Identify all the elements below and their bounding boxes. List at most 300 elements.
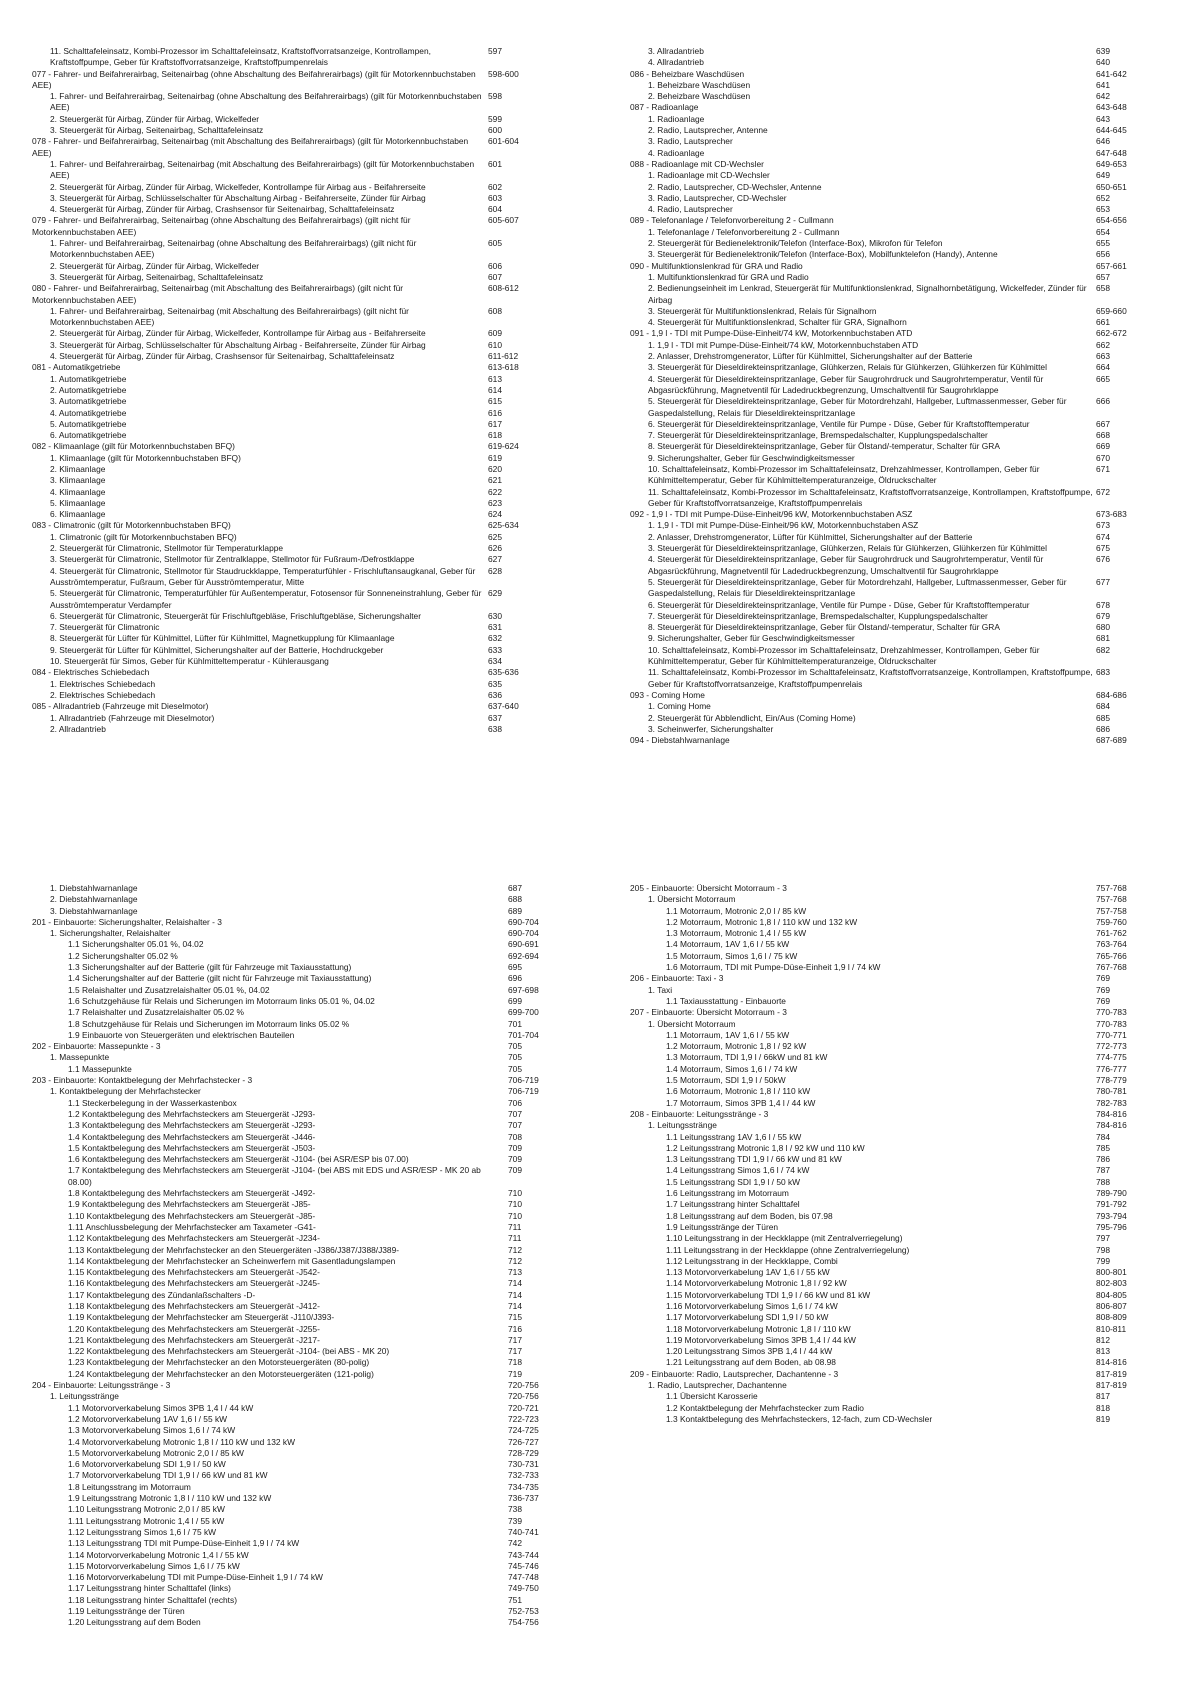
- toc-entry[interactable]: [32, 951, 562, 962]
- toc-section-entry[interactable]: [630, 735, 1150, 746]
- toc-entry-title: 2. Automatikgetriebe: [50, 384, 127, 395]
- toc-entry[interactable]: [32, 1425, 562, 1436]
- toc-entry[interactable]: [32, 182, 542, 193]
- toc-entry[interactable]: [630, 374, 1150, 397]
- toc-entry[interactable]: [630, 1143, 1150, 1154]
- toc-entry[interactable]: [630, 611, 1150, 622]
- toc-entry[interactable]: [32, 724, 542, 735]
- toc-entry-page: 709: [508, 1165, 522, 1176]
- toc-entry-title: 1. Allradantrieb (Fahrzeuge mit Dieselmotor): [50, 712, 215, 723]
- toc-entry[interactable]: [630, 1391, 1150, 1402]
- toc-entry[interactable]: [630, 1414, 1150, 1425]
- toc-entry[interactable]: [630, 906, 1150, 917]
- toc-entry-title: 2. Elektrisches Schiebedach: [50, 689, 156, 700]
- toc-section-entry[interactable]: [32, 917, 562, 928]
- toc-entry-page: 707: [508, 1120, 522, 1131]
- toc-entry[interactable]: [630, 148, 1150, 159]
- toc-entry[interactable]: [32, 1414, 562, 1425]
- toc-entry[interactable]: [32, 1256, 562, 1267]
- toc-entry-title: 4. Steuergerät für Dieseldirekteinspritzanlage, Geber für Saugrohrdruck und Saugrohrtemperatur, Ventil für Abgasrückführung, Magnetventil für Ladedruckbegrenzung, Umschaltventil für Saugrohrklappe: [648, 373, 1044, 395]
- toc-entry-title: 3. Allradantrieb: [648, 46, 704, 56]
- toc-entry[interactable]: [630, 1098, 1150, 1109]
- toc-entry[interactable]: [32, 1120, 562, 1131]
- toc-entry[interactable]: [32, 690, 542, 701]
- toc-entry[interactable]: [32, 475, 542, 486]
- toc-entry[interactable]: [32, 962, 562, 973]
- toc-entry[interactable]: [630, 430, 1150, 441]
- toc-entry[interactable]: [630, 532, 1150, 543]
- toc-entry[interactable]: [32, 306, 542, 329]
- toc-entry[interactable]: [630, 1256, 1150, 1267]
- toc-entry-title: 1.1 Massepunkte: [68, 1063, 132, 1074]
- toc-entry-page: 635-636: [488, 667, 519, 678]
- toc-entry-title: 5. Klimaanlage: [50, 497, 106, 508]
- toc-entry[interactable]: [32, 656, 542, 667]
- toc-entry-page: 770-771: [1096, 1029, 1127, 1040]
- toc-entry[interactable]: [32, 46, 542, 69]
- toc-section-entry[interactable]: [32, 1380, 562, 1391]
- toc-entry-title: 092 - 1,9 l - TDI mit Pumpe-Düse-Einheit/96 kW, Motorkennbuchstaben ASZ: [630, 509, 913, 520]
- toc-entry-title: 2. Steuergerät für Airbag, Zünder für Airbag, Wickelfeder: [50, 260, 260, 271]
- toc-entry[interactable]: [32, 1357, 562, 1368]
- toc-entry[interactable]: [630, 554, 1150, 577]
- toc-entry[interactable]: [630, 1346, 1150, 1357]
- toc-entry-title: 11. Schalttafeleinsatz, Kombi-Prozessor im Schalttafeleinsatz, Kraftstoffvorratsanzeige, Kontrollampen, Kraftstoffpumpe, Geber für Kraftstoffvorratsanzeige, Kraftstoffpumpenrelais: [648, 486, 1093, 508]
- toc-entry-page: 697-698: [508, 984, 539, 995]
- toc-entry[interactable]: [630, 283, 1150, 306]
- toc-entry[interactable]: [32, 509, 542, 520]
- toc-entry[interactable]: [32, 554, 542, 565]
- toc-section-entry[interactable]: [630, 215, 1150, 226]
- toc-entry[interactable]: [32, 430, 542, 441]
- toc-entry-page: 763-764: [1096, 939, 1127, 950]
- toc-entry[interactable]: [630, 125, 1150, 136]
- toc-section-entry[interactable]: [630, 69, 1150, 80]
- toc-entry-title: 2. Klimaanlage: [50, 463, 106, 474]
- toc-entry[interactable]: [630, 227, 1150, 238]
- toc-entry[interactable]: [32, 1550, 562, 1561]
- toc-entry-page: 817-819: [1096, 1368, 1127, 1379]
- toc-section-entry[interactable]: [32, 69, 542, 92]
- toc-entry-title: 1.5 Motorraum, SDI 1,9 l / 50kW: [666, 1075, 786, 1086]
- toc-entry[interactable]: [630, 713, 1150, 724]
- toc-entry-page: 812: [1096, 1334, 1110, 1345]
- toc-entry[interactable]: [630, 340, 1150, 351]
- toc-entry[interactable]: [630, 1335, 1150, 1346]
- toc-entry[interactable]: [630, 1075, 1150, 1086]
- toc-entry[interactable]: [32, 1346, 562, 1357]
- toc-section-entry[interactable]: [630, 1007, 1150, 1018]
- toc-entry[interactable]: [630, 1188, 1150, 1199]
- toc-entry[interactable]: [630, 600, 1150, 611]
- toc-entry[interactable]: [630, 46, 1150, 57]
- toc-entry-title: 1. Beheizbare Waschdüsen: [648, 79, 751, 90]
- toc-entry[interactable]: [32, 1154, 562, 1165]
- toc-entry-title: 1.5 Relaishalter und Zusatzrelaishalter 05.01 %, 04.02: [68, 984, 270, 995]
- toc-entry[interactable]: [630, 1403, 1150, 1414]
- toc-entry[interactable]: [630, 1154, 1150, 1165]
- toc-entry-title: 1.2 Motorraum, Motronic 1,8 l / 110 kW und 132 kW: [666, 916, 858, 927]
- toc-entry[interactable]: [630, 928, 1150, 939]
- toc-section-entry[interactable]: [32, 701, 542, 712]
- toc-entry[interactable]: [630, 453, 1150, 464]
- toc-entry[interactable]: [32, 906, 562, 917]
- toc-entry-title: 1. Übersicht Motorraum: [648, 894, 736, 905]
- toc-entry[interactable]: [32, 351, 542, 362]
- toc-entry[interactable]: [32, 193, 542, 204]
- toc-entry-title: 1.11 Anschlussbelegung der Mehrfachstecker am Taxameter -G41-: [68, 1221, 316, 1232]
- toc-entry[interactable]: [630, 419, 1150, 430]
- toc-entry-title: 6. Steuergerät für Climatronic, Steuergerät für Frischluftgebläse, Frischluftgebläse, Sicherungshalter: [50, 610, 422, 621]
- toc-entry[interactable]: [32, 543, 542, 554]
- toc-entry[interactable]: [32, 1290, 562, 1301]
- toc-entry[interactable]: [32, 419, 542, 430]
- toc-entry[interactable]: [630, 996, 1150, 1007]
- toc-section-entry[interactable]: [630, 261, 1150, 272]
- toc-entry[interactable]: [32, 125, 542, 136]
- toc-entry-page: 677: [1096, 576, 1110, 587]
- toc-section-entry[interactable]: [32, 362, 542, 373]
- toc-entry[interactable]: [32, 611, 542, 622]
- toc-entry[interactable]: [32, 1064, 562, 1075]
- toc-entry-page: 778-779: [1096, 1075, 1127, 1086]
- toc-entry[interactable]: [630, 182, 1150, 193]
- toc-entry-page: 776-777: [1096, 1063, 1127, 1074]
- toc-section-entry[interactable]: [32, 520, 542, 531]
- toc-entry[interactable]: [32, 498, 542, 509]
- toc-entry-page: 639: [1096, 46, 1110, 56]
- toc-entry-title: 1.6 Motorraum, Motronic 1,8 l / 110 kW: [666, 1086, 811, 1097]
- toc-entry-title: 1.5 Leitungsstrang SDI 1,9 l / 50 kW: [666, 1176, 801, 1187]
- toc-entry[interactable]: [32, 883, 562, 894]
- toc-section-entry[interactable]: [630, 690, 1150, 701]
- toc-entry[interactable]: [630, 645, 1150, 668]
- toc-entry-page: 742: [508, 1538, 522, 1549]
- toc-entry[interactable]: [32, 566, 542, 589]
- toc-entry[interactable]: [630, 306, 1150, 317]
- toc-entry-title: 3. Automatikgetriebe: [50, 396, 127, 407]
- toc-entry[interactable]: [32, 1324, 562, 1335]
- toc-entry[interactable]: [32, 1188, 562, 1199]
- toc-entry[interactable]: [32, 985, 562, 996]
- toc-entry-page: 674: [1096, 531, 1110, 542]
- toc-entry-page: 686: [1096, 723, 1110, 734]
- toc-entry[interactable]: [630, 1267, 1150, 1278]
- toc-entry[interactable]: [32, 487, 542, 498]
- toc-entry-title: 1.10 Kontaktbelegung des Mehrfachsteckers am Steuergerät -J85-: [68, 1210, 316, 1221]
- toc-entry[interactable]: [32, 894, 562, 905]
- toc-entry[interactable]: [630, 701, 1150, 712]
- toc-entry[interactable]: [630, 1165, 1150, 1176]
- toc-entry[interactable]: [630, 1278, 1150, 1289]
- toc-entry[interactable]: [630, 543, 1150, 554]
- toc-entry[interactable]: [32, 340, 542, 351]
- toc-entry[interactable]: [32, 1403, 562, 1414]
- toc-entry[interactable]: [630, 1380, 1150, 1391]
- toc-section-entry[interactable]: [630, 102, 1150, 113]
- toc-entry[interactable]: [630, 80, 1150, 91]
- toc-entry-title: 2. Steuergerät für Airbag, Zünder für Airbag, Wickelfeder, Kontrollampe für Airbag aus - Beifahrerseite: [50, 328, 426, 339]
- toc-entry[interactable]: [32, 1470, 562, 1481]
- toc-entry[interactable]: [630, 396, 1150, 419]
- toc-entry-title: 3. Steuergerät für Airbag, Schlüsselschalter für Abschaltung Airbag - Beifahrerseite, Zünder für Airbag: [50, 339, 426, 350]
- toc-entry[interactable]: [630, 1132, 1150, 1143]
- toc-entry[interactable]: [630, 1120, 1150, 1131]
- toc-entry[interactable]: [32, 973, 562, 984]
- toc-entry[interactable]: [630, 1290, 1150, 1301]
- toc-entry[interactable]: [630, 1064, 1150, 1075]
- toc-entry-title: 1.1 Leitungsstrang 1AV 1,6 l / 55 kW: [666, 1131, 802, 1142]
- toc-entry-page: 655: [1096, 238, 1110, 249]
- toc-entry-page: 647-648: [1096, 147, 1127, 158]
- toc-section-entry[interactable]: [630, 159, 1150, 170]
- toc-entry-page: 699-700: [508, 1007, 539, 1018]
- toc-entry[interactable]: [32, 114, 542, 125]
- toc-entry[interactable]: [630, 204, 1150, 215]
- toc-entry[interactable]: [630, 667, 1150, 690]
- toc-entry[interactable]: [32, 1595, 562, 1606]
- toc-entry[interactable]: [32, 1391, 562, 1402]
- toc-entry-title: 086 - Beheizbare Waschdüsen: [630, 68, 745, 79]
- toc-entry[interactable]: [630, 951, 1150, 962]
- toc-entry[interactable]: [630, 317, 1150, 328]
- toc-section-entry[interactable]: [32, 667, 542, 678]
- toc-entry[interactable]: [630, 1052, 1150, 1063]
- toc-entry-page: 726-727: [508, 1436, 539, 1447]
- toc-entry[interactable]: [32, 1459, 562, 1470]
- toc-entry[interactable]: [630, 520, 1150, 531]
- toc-entry[interactable]: [32, 1561, 562, 1572]
- toc-entry[interactable]: [32, 1199, 562, 1210]
- toc-entry-page: 772-773: [1096, 1041, 1127, 1052]
- toc-entry[interactable]: [630, 170, 1150, 181]
- toc-entry[interactable]: [630, 193, 1150, 204]
- toc-entry[interactable]: [630, 985, 1150, 996]
- toc-entry-title: 1.1 Taxiausstattung - Einbauorte: [666, 995, 786, 1006]
- toc-entry[interactable]: [32, 1245, 562, 1256]
- toc-entry[interactable]: [630, 1177, 1150, 1188]
- toc-entry[interactable]: [32, 1222, 562, 1233]
- toc-entry[interactable]: [630, 917, 1150, 928]
- toc-entry-title: 7. Steuergerät für Climatronic: [50, 622, 160, 633]
- toc-entry[interactable]: [32, 532, 542, 543]
- toc-entry[interactable]: [32, 1233, 562, 1244]
- toc-entry[interactable]: [32, 1516, 562, 1527]
- toc-section-entry[interactable]: [32, 441, 542, 452]
- toc-entry[interactable]: [32, 996, 562, 1007]
- toc-entry-title: 1.15 Motorvorverkabelung TDI 1,9 l / 66 kW und 81 kW: [666, 1289, 871, 1300]
- toc-entry[interactable]: [32, 1369, 562, 1380]
- toc-entry[interactable]: [32, 1109, 562, 1120]
- toc-entry-title: 5. Steuergerät für Climatronic, Temperaturfühler für Außentemperatur, Fotosensor für Sonneneinstrahlung, Geber für Ausströmtemperatur Verdampfer: [50, 588, 482, 610]
- toc-entry-title: 1.9 Kontaktbelegung des Mehrfachsteckers am Steuergerät -J85-: [68, 1199, 311, 1210]
- toc-entry-page: 730-731: [508, 1459, 539, 1470]
- toc-entry-title: 4. Steuergerät für Airbag, Zünder für Airbag, Crashsensor für Seitenairbag, Schalttafeleinsatz: [50, 351, 395, 362]
- toc-entry[interactable]: [630, 487, 1150, 510]
- toc-entry-title: 2. Steuergerät für Airbag, Zünder für Airbag, Wickelfeder, Kontrollampe für Airbag aus - Beifahrerseite: [50, 181, 426, 192]
- toc-entry[interactable]: [32, 679, 542, 690]
- toc-entry[interactable]: [630, 894, 1150, 905]
- toc-entry[interactable]: [32, 1098, 562, 1109]
- toc-entry[interactable]: [32, 204, 542, 215]
- toc-section-entry[interactable]: [630, 1369, 1150, 1380]
- toc-section-entry[interactable]: [630, 509, 1150, 520]
- toc-entry[interactable]: [630, 114, 1150, 125]
- toc-entry[interactable]: [32, 1086, 562, 1097]
- toc-entry-title: 1. 1,9 l - TDI mit Pumpe-Düse-Einheit/74 kW, Motorkennbuchstaben ATD: [648, 339, 919, 350]
- toc-entry[interactable]: [630, 1030, 1150, 1041]
- toc-entry-page: 699: [508, 995, 522, 1006]
- toc-entry-title: 1.3 Sicherungshalter auf der Batterie (gilt für Fahrzeuge mit Taxiausstattung): [68, 962, 352, 973]
- toc-entry[interactable]: [630, 1324, 1150, 1335]
- toc-entry[interactable]: [32, 374, 542, 385]
- toc-entry-page: 749-750: [508, 1583, 539, 1594]
- toc-entry[interactable]: [32, 633, 542, 644]
- toc-entry[interactable]: [32, 464, 542, 475]
- toc-entry[interactable]: [32, 1335, 562, 1346]
- toc-entry[interactable]: [32, 645, 542, 656]
- toc-entry[interactable]: [32, 1583, 562, 1594]
- toc-entry[interactable]: [32, 1448, 562, 1459]
- toc-entry[interactable]: [32, 1267, 562, 1278]
- toc-entry[interactable]: [32, 91, 542, 114]
- toc-entry-title: 1.1 Motorvorverkabelung Simos 3PB 1,4 l / 44 kW: [68, 1402, 254, 1413]
- toc-entry[interactable]: [32, 159, 542, 182]
- toc-entry[interactable]: [32, 1527, 562, 1538]
- toc-entry[interactable]: [32, 1030, 562, 1041]
- toc-entry[interactable]: [32, 453, 542, 464]
- toc-entry-page: 751: [508, 1594, 522, 1605]
- toc-entry[interactable]: [630, 1222, 1150, 1233]
- toc-entry-title: 3. Steuergerät für Dieseldirekteinspritzanlage, Glühkerzen, Relais für Glühkerzen, Glühkerzen für Kühlmittel: [648, 362, 1047, 373]
- toc-entry[interactable]: [630, 1199, 1150, 1210]
- toc-entry[interactable]: [630, 1312, 1150, 1323]
- toc-entry[interactable]: [32, 1504, 562, 1515]
- toc-entry[interactable]: [630, 57, 1150, 68]
- toc-entry[interactable]: [32, 396, 542, 407]
- toc-entry[interactable]: [630, 91, 1150, 102]
- toc-entry[interactable]: [32, 272, 542, 283]
- toc-entry[interactable]: [630, 1086, 1150, 1097]
- toc-entry[interactable]: [630, 249, 1150, 260]
- toc-entry[interactable]: [630, 1041, 1150, 1052]
- toc-section-entry[interactable]: [32, 136, 542, 159]
- toc-entry[interactable]: [32, 588, 542, 611]
- toc-entry-page: 705: [508, 1063, 522, 1074]
- toc-entry-page: 722-723: [508, 1413, 539, 1424]
- toc-entry-page: 701: [508, 1018, 522, 1029]
- toc-entry[interactable]: [630, 272, 1150, 283]
- toc-entry[interactable]: [32, 328, 542, 339]
- toc-entry[interactable]: [32, 1493, 562, 1504]
- toc-entry[interactable]: [32, 1437, 562, 1448]
- toc-section-entry[interactable]: [630, 328, 1150, 339]
- toc-entry[interactable]: [32, 1052, 562, 1063]
- toc-entry[interactable]: [32, 1143, 562, 1154]
- toc-entry[interactable]: [630, 577, 1150, 600]
- toc-entry[interactable]: [630, 633, 1150, 644]
- toc-entry-page: 709: [508, 1154, 522, 1165]
- toc-entry[interactable]: [32, 928, 562, 939]
- toc-entry-page: 784-816: [1096, 1120, 1127, 1131]
- toc-entry[interactable]: [630, 724, 1150, 735]
- toc-entry[interactable]: [630, 1301, 1150, 1312]
- toc-entry[interactable]: [630, 351, 1150, 362]
- toc-entry[interactable]: [32, 1538, 562, 1549]
- toc-entry[interactable]: [32, 622, 542, 633]
- toc-section-entry[interactable]: [630, 973, 1150, 984]
- toc-entry[interactable]: [630, 441, 1150, 452]
- toc-entry[interactable]: [630, 1357, 1150, 1368]
- toc-entry[interactable]: [32, 238, 542, 261]
- toc-section-entry[interactable]: [630, 883, 1150, 894]
- toc-entry-page: 637-640: [488, 701, 519, 712]
- toc-entry[interactable]: [630, 1233, 1150, 1244]
- toc-entry[interactable]: [32, 1301, 562, 1312]
- toc-entry[interactable]: [630, 939, 1150, 950]
- toc-entry-page: 662: [1096, 339, 1110, 350]
- toc-entry[interactable]: [630, 136, 1150, 147]
- toc-entry[interactable]: [32, 713, 542, 724]
- toc-entry[interactable]: [32, 1482, 562, 1493]
- toc-entry-page: 652: [1096, 192, 1110, 203]
- toc-entry[interactable]: [32, 1606, 562, 1617]
- toc-entry-title: 083 - Climatronic (gilt für Motorkennbuchstaben BFQ): [32, 520, 231, 531]
- toc-entry[interactable]: [630, 238, 1150, 249]
- toc-section-entry[interactable]: [32, 215, 542, 238]
- toc-entry[interactable]: [32, 1312, 562, 1323]
- toc-entry[interactable]: [32, 1278, 562, 1289]
- toc-entry[interactable]: [32, 1211, 562, 1222]
- toc-entry[interactable]: [32, 939, 562, 950]
- toc-entry-title: 3. Steuergerät für Airbag, Seitenairbag, Schalttafeleinsatz: [50, 271, 264, 282]
- toc-entry-page: 747-748: [508, 1572, 539, 1583]
- toc-entry[interactable]: [630, 1211, 1150, 1222]
- toc-section-entry[interactable]: [630, 1109, 1150, 1120]
- toc-entry-title: 6. Automatikgetriebe: [50, 430, 127, 441]
- toc-entry-page: 664: [1096, 362, 1110, 373]
- toc-entry-page: 603: [488, 192, 502, 203]
- toc-entry-title: 2. Steuergerät für Airbag, Zünder für Airbag, Wickelfeder: [50, 113, 260, 124]
- toc-entry-page: 680: [1096, 622, 1110, 633]
- toc-entry[interactable]: [630, 962, 1150, 973]
- toc-entry[interactable]: [630, 464, 1150, 487]
- toc-entry[interactable]: [630, 622, 1150, 633]
- toc-entry-page: 643-648: [1096, 102, 1127, 113]
- toc-entry[interactable]: [630, 1019, 1150, 1030]
- toc-entry[interactable]: [32, 261, 542, 272]
- toc-entry[interactable]: [32, 1019, 562, 1030]
- toc-entry[interactable]: [32, 1007, 562, 1018]
- toc-entry-page: 793-794: [1096, 1210, 1127, 1221]
- toc-entry[interactable]: [32, 408, 542, 419]
- toc-entry[interactable]: [630, 362, 1150, 373]
- toc-entry[interactable]: [32, 1165, 562, 1188]
- toc-entry[interactable]: [630, 1245, 1150, 1256]
- toc-section-entry[interactable]: [32, 1075, 562, 1086]
- toc-entry-page: 695: [508, 962, 522, 973]
- toc-section-entry[interactable]: [32, 1041, 562, 1052]
- toc-entry-title: 080 - Fahrer- und Beifahrerairbag, Seitenairbag (mit Abschaltung des Beifahrerairbags) (gilt nicht für Motorkennbuchstaben AEE): [32, 283, 404, 305]
- toc-entry-title: 1.7 Motorraum, Simos 3PB 1,4 l / 44 kW: [666, 1097, 816, 1108]
- toc-entry-title: 1.8 Leitungsstrang im Motorraum: [68, 1481, 191, 1492]
- toc-entry[interactable]: [32, 1572, 562, 1583]
- toc-entry[interactable]: [32, 385, 542, 396]
- toc-entry[interactable]: [32, 1617, 562, 1628]
- toc-entry[interactable]: [32, 1132, 562, 1143]
- toc-column-bottom-right: [630, 883, 1150, 1425]
- toc-section-entry[interactable]: [32, 283, 542, 306]
